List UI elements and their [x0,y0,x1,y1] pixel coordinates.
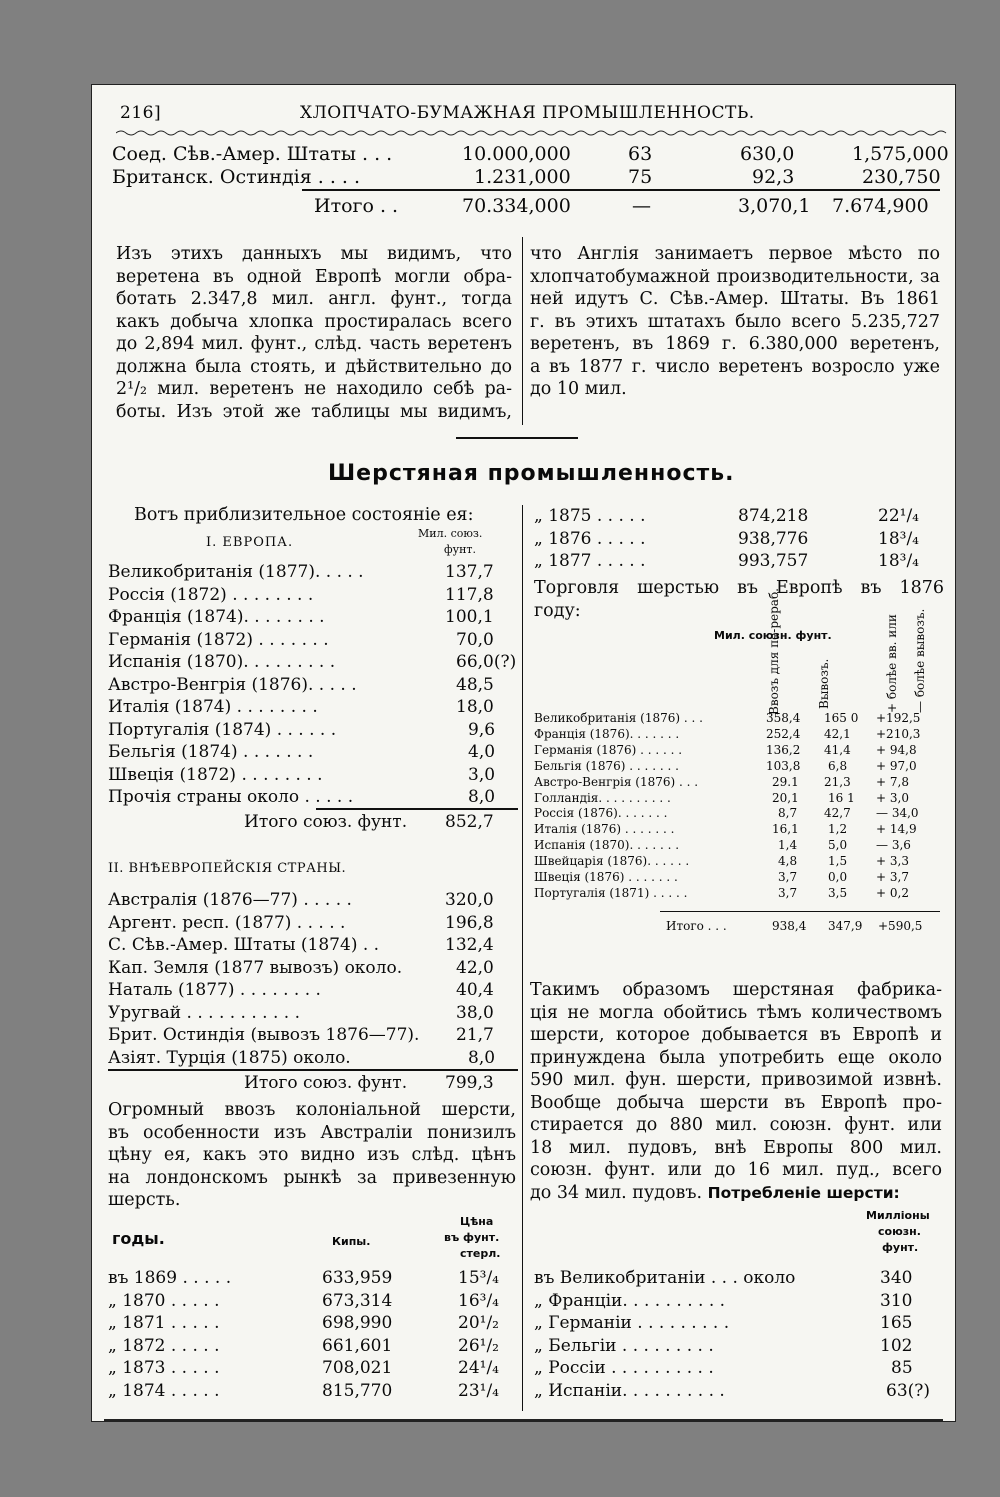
table-row: Кап. Земля (1877 вывозъ) около. [108,957,403,978]
trade-export: 0,0 [828,870,848,884]
country-name: Прочія страны около . . . . . [108,787,354,807]
text-line: что Англія занимаетъ первое мѣсто по [530,244,940,264]
value-cell: 9,6 [468,719,496,740]
consumption-value: 165 [880,1313,913,1333]
price-cell: 18³/₄ [878,551,919,571]
cotton-value: 92,3 [752,166,795,188]
trade-country: Португалія (1871) . . . . . [534,885,688,900]
column-divider [522,237,523,425]
trade-col-header: + болѣе вв. или [885,614,899,713]
cotton-country: Соед. Сѣв.-Амер. Штаты . . . [112,143,393,165]
unit-label: Мил. союз. [418,527,483,540]
trade-export: 165 0 [824,711,859,725]
price-cell: 18³/₄ [878,528,919,549]
table-row [108,719,336,742]
bales-cell: 815,770 [322,1380,393,1401]
page-content [104,85,949,1421]
trade-total-export: 347,9 [828,919,863,933]
country-name: Франція (1874). . . . . . . . [108,607,325,627]
value-cell: 48,5 [456,674,494,695]
trade-balance: +192,5 [876,711,921,725]
trade-export: 42,1 [824,726,851,741]
trade-balance: + 0,2 [876,885,909,900]
trade-country: Швейцарія (1876). . . . . . [534,854,690,869]
trade-import: 358,4 [766,711,801,725]
bales-cell: 993,757 [738,551,809,571]
bales-cell: 661,601 [322,1335,393,1356]
table-row [108,629,329,652]
trade-export: 6,8 [828,758,848,773]
country-name: Португалія (1874) . . . . . . [108,719,337,740]
cotton-spindles: 10.000,000 [462,143,571,165]
trade-balance: + 97,0 [876,758,917,773]
trade-col-header: Ввозъ для пе-рераб. [767,587,781,715]
trade-import: 29.1 [772,774,799,789]
trade-total-balance: +590,5 [878,919,923,933]
trade-balance: + 3,7 [876,870,909,884]
text-line [530,1182,942,1205]
paragraph-right [530,243,940,401]
trade-export: 16 1 [828,790,855,805]
country-name: Швеція (1872) . . . . . . . . [108,764,323,785]
value-cell: 100,1 [445,607,494,627]
trade-balance: + 3,0 [876,790,909,805]
value-cell: 70,0 [456,629,494,650]
consumption-country: „ Бельгіи . . . . . . . . . [534,1335,714,1356]
price-cell: 26¹/₂ [458,1335,499,1356]
separator-rule [456,437,578,439]
trade-import: 252,4 [766,726,801,741]
trade-export: 3,5 [828,885,848,900]
table-row: Наталь (1877) . . . . . . . . [108,980,321,1000]
bales-cell: 633,959 [322,1268,393,1288]
text-line: а въ 1877 г. число веретенъ возросло уже [530,356,940,377]
price-cell: 16³/₄ [458,1290,499,1311]
consumption-value: 85 [891,1358,913,1378]
trade-country: Бельгія (1876) . . . . . . . [534,758,679,773]
bales-cell: 698,990 [322,1313,393,1333]
trade-balance: + 14,9 [876,822,917,837]
country-name: Бельгія (1874) . . . . . . . [108,742,314,762]
trade-export: 21,3 [824,774,851,789]
trade-country: Швеція (1876) . . . . . . . [534,870,678,884]
year-cell: „ 1877 . . . . . [534,551,646,571]
trade-import: 3,7 [778,885,798,900]
consumption-unit: союзн. [878,1225,921,1238]
text-line: на лондонскомъ рынкѣ за привезенную [108,1167,516,1188]
consumption-label: Потребленіе шерсти: [707,1183,900,1202]
trade-import: 1,4 [778,838,798,853]
year-cell: „ 1872 . . . . . [108,1335,220,1356]
table-row [108,674,357,697]
value-cell: 196,8 [445,912,494,933]
cotton-country: Британск. Остиндія . . . . [112,166,361,188]
price-cell: 24¹/₄ [458,1358,499,1378]
country-name: Германія (1872) . . . . . . . [108,629,329,650]
text-line: Такимъ образомъ шерстяная фабрика- [530,980,942,1000]
years-header: годы. [112,1229,165,1248]
text-line: г. въ этихъ штатахъ было всего 5.235,727 [530,311,940,332]
value-cell: 117,8 [445,584,494,605]
price-cell: 22¹/₄ [878,506,919,526]
cotton-total-value: 3,070,1 [738,195,811,217]
wavy-rule [116,129,952,137]
trade-country: Россія (1876). . . . . . . [534,806,668,821]
text-line: Огромный ввозъ колоніальной шерсти, [108,1100,516,1120]
value-cell: 8,0 [468,787,496,807]
table-row: Аргент. респ. (1877) . . . . . [108,912,346,933]
value-cell: 18,0 [456,697,494,717]
consumption-country: „ Россіи . . . . . . . . . . [534,1358,714,1378]
bales-cell: 708,021 [322,1358,393,1378]
text-line: какъ добыча хлопка простиралась всего [116,311,512,332]
text-span: до 34 мил. пудовъ. [530,1182,703,1203]
table-row [108,561,364,584]
table-row [108,696,318,719]
trade-import: 136,2 [766,742,801,757]
price-cell: 15³/₄ [458,1268,499,1288]
price-cell: 23¹/₄ [458,1380,499,1401]
trade-export: 1,2 [828,822,848,837]
trade-balance: + 94,8 [876,742,917,757]
trade-col-header: Вывозъ. [817,658,831,709]
value-cell: 66,0(?) [456,652,517,672]
text-line: принуждена была употребить еще около [530,1047,942,1068]
consumption-country: въ Великобританіи . . . около [534,1268,796,1288]
value-cell: 42,0 [456,957,494,978]
cotton-value: 230,750 [862,166,941,188]
consumption-unit: фунт. [882,1241,919,1254]
total-value: 799,3 [445,1073,494,1093]
paragraph-left [116,243,512,423]
cotton-spindles: 1.231,000 [474,166,571,188]
cotton-total-label: Итого . . [314,195,399,217]
paragraph-prices [108,1099,516,1212]
value-cell: 8,0 [468,1047,496,1068]
country-name: Италія (1874) . . . . . . . . [108,697,318,717]
trade-country: Австро-Венгрія (1876) . . . [534,774,699,789]
text-line: шерсти, которое добывается въ Европѣ и [530,1025,942,1045]
year-cell: „ 1874 . . . . . [108,1380,220,1401]
year-cell: „ 1875 . . . . . [534,506,646,526]
table-rule [302,189,940,191]
text-line: до 10 мил. [530,379,627,399]
trade-col-header: — болѣе вывозъ. [913,608,927,713]
value-cell: 132,4 [445,935,494,955]
column-divider [522,505,523,1411]
trade-total-label: Итого . . . [666,919,727,933]
cotton-value: 1,575,000 [852,143,949,165]
text-line: до 2,894 мил. фунт., слѣд. часть веретенъ [116,334,512,354]
consumption-country: „ Германіи . . . . . . . . . [534,1313,730,1333]
table-row: Австралія (1876—77) . . . . . [108,890,352,910]
trade-balance: + 3,3 [876,854,909,869]
trade-unit: Мил. союзн. фунт. [714,629,832,642]
cotton-value: 75 [628,166,653,188]
trade-balance: — 3,6 [876,838,911,853]
consumption-value: 102 [880,1335,913,1356]
text-line: году: [534,600,581,621]
text-line: Изъ этихъ данныхъ мы видимъ, что [116,244,512,264]
price-header: въ фунт. [444,1231,500,1244]
text-line: ботать 2.347,8 мил. англ. фунт., тогда [116,289,512,309]
text-line: стирается до 880 мил. союзн. фунт. или [530,1115,942,1135]
table-row: Брит. Остиндія (вывозъ 1876—77). [108,1025,420,1045]
consumption-value: 63(?) [886,1380,931,1401]
text-line: 2¹/₂ мил. веретенъ не находило себѣ ра- [116,379,512,399]
wool-intro: Вотъ приблизительное состояніе ея: [134,505,474,525]
text-line: Торговля шерстью въ Европѣ въ 1876 [534,578,944,598]
table-row: С. Сѣв.-Амер. Штаты (1874) . . [108,935,380,955]
table-row [108,606,325,629]
trade-import: 16,1 [772,822,799,837]
cotton-value: 63 [628,143,653,165]
trade-country: Голландія. . . . . . . . . . [534,790,671,805]
table-row [108,786,353,809]
running-title: ХЛОПЧАТО-БУМАЖНАЯ ПРОМЫШЛЕННОСТЬ. [300,103,755,123]
trade-import: 103,8 [766,758,801,773]
total-rule [660,911,940,912]
year-cell: „ 1871 . . . . . [108,1313,220,1333]
section-title: Шерстяная промышленность. [328,461,735,486]
country-name: Великобританія (1877). . . . . [108,562,364,582]
trade-export: 5,0 [828,838,848,853]
trade-country: Франція (1876). . . . . . . [534,726,680,741]
cotton-total-value: 70.334,000 [462,195,571,217]
table-row [108,651,335,674]
text-line: ція не могла обойтись тѣмъ количествомъ [530,1002,942,1023]
price-header: стерл. [460,1247,501,1260]
text-line: въ особенности изъ Австраліи понизилъ [108,1122,516,1143]
trade-balance: + 7,8 [876,774,909,789]
non-europe-heading: II. ВНѢЕВРОПЕЙСКІЯ СТРАНЫ. [108,861,347,876]
cotton-value: 630,0 [740,143,795,165]
bales-cell: 938,776 [738,528,809,549]
trade-import: 3,7 [778,870,798,884]
year-cell: „ 1870 . . . . . [108,1290,220,1311]
trade-country: Италія (1876) . . . . . . . [534,822,675,837]
trade-total-import: 938,4 [772,919,807,933]
consumption-country: „ Испаніи. . . . . . . . . . [534,1380,725,1401]
year-cell: „ 1873 . . . . . [108,1358,220,1378]
text-line: шерсть. [108,1190,181,1210]
paragraph-conclusion [530,979,942,1204]
book-page [91,84,956,1422]
text-line: цѣну ея, какъ это видно изъ слѣд. цѣнъ [108,1145,516,1165]
total-label: Итого союз. фунт. [244,1073,408,1093]
consumption-country: „ Франціи. . . . . . . . . . [534,1290,726,1311]
value-cell: 40,4 [456,980,494,1000]
europe-heading: I. ЕВРОПА. [206,535,294,550]
trade-import: 8,7 [778,806,798,821]
consumption-unit: Милліоны [866,1209,930,1222]
bales-header: Кипы. [332,1235,371,1248]
cotton-total-value: 7.674,900 [832,195,929,217]
trade-balance: +210,3 [876,726,921,741]
text-line: хлопчатобумажной производительности, за [530,266,940,287]
value-cell: 320,0 [445,890,494,910]
country-name: Россія (1872) . . . . . . . . [108,584,314,605]
unit-label: фунт. [444,543,476,556]
text-line: 590 мил. фун. шерсти, привозимой извнѣ. [530,1070,942,1090]
consumption-value: 340 [880,1268,913,1288]
bales-cell: 874,218 [738,506,809,526]
text-line: веретена въ одной Европѣ могли обра- [116,266,512,287]
value-cell: 38,0 [456,1002,494,1023]
trade-export: 42,7 [824,806,851,821]
year-cell: „ 1876 . . . . . [534,528,646,549]
total-rule [316,808,518,810]
trade-country: Великобританія (1876) . . . [534,711,703,725]
table-row: Азіят. Турція (1875) около. [108,1047,351,1068]
value-cell: 4,0 [468,742,496,762]
bales-cell: 673,314 [322,1290,393,1311]
table-row: Уругвай . . . . . . . . . . . [108,1002,300,1023]
value-cell: 3,0 [468,764,496,785]
trade-country: Испанія (1870). . . . . . . [534,838,680,853]
text-line: боты. Изъ этой же таблицы мы видимъ, [116,401,512,422]
trade-import: 20,1 [772,790,799,805]
trade-intro [534,577,944,622]
price-cell: 20¹/₂ [458,1313,499,1333]
trade-export: 41,4 [824,742,851,757]
trade-export: 1,5 [828,854,848,869]
cotton-total-value: — [632,195,651,217]
price-header: Цѣна [460,1215,494,1228]
country-name: Австро-Венгрія (1876). . . . . [108,674,357,695]
consumption-value: 310 [880,1290,913,1311]
value-cell: 137,7 [445,562,494,582]
year-cell: въ 1869 . . . . . [108,1268,232,1288]
trade-country: Германія (1876) . . . . . . [534,742,683,757]
trade-import: 4,8 [778,854,798,869]
text-line: Вообще добыча шерсти въ Европѣ про- [530,1092,942,1113]
text-line: союзн. фунт. или до 16 мил. пуд., всего [530,1160,942,1180]
page-number: 216] [120,103,162,123]
table-row [108,741,313,764]
value-cell: 21,7 [456,1025,494,1045]
total-label: Итого союз. фунт. [244,812,408,832]
text-line: 18 мил. пудовъ, внѣ Европы 800 мил. [530,1137,942,1158]
text-line: веретенъ, въ 1869 г. 6.380,000 веретенъ, [530,334,940,354]
text-line: ней идутъ С. Сѣв.-Амер. Штаты. Въ 1861 [530,289,940,309]
total-rule [108,1069,518,1071]
table-row [108,764,323,787]
trade-balance: — 34,0 [876,806,919,821]
text-line: должна была стоять, и дѣйствительно до [116,356,512,377]
country-name: Испанія (1870). . . . . . . . . [108,652,336,672]
table-row [108,584,313,607]
total-value: 852,7 [445,812,494,832]
